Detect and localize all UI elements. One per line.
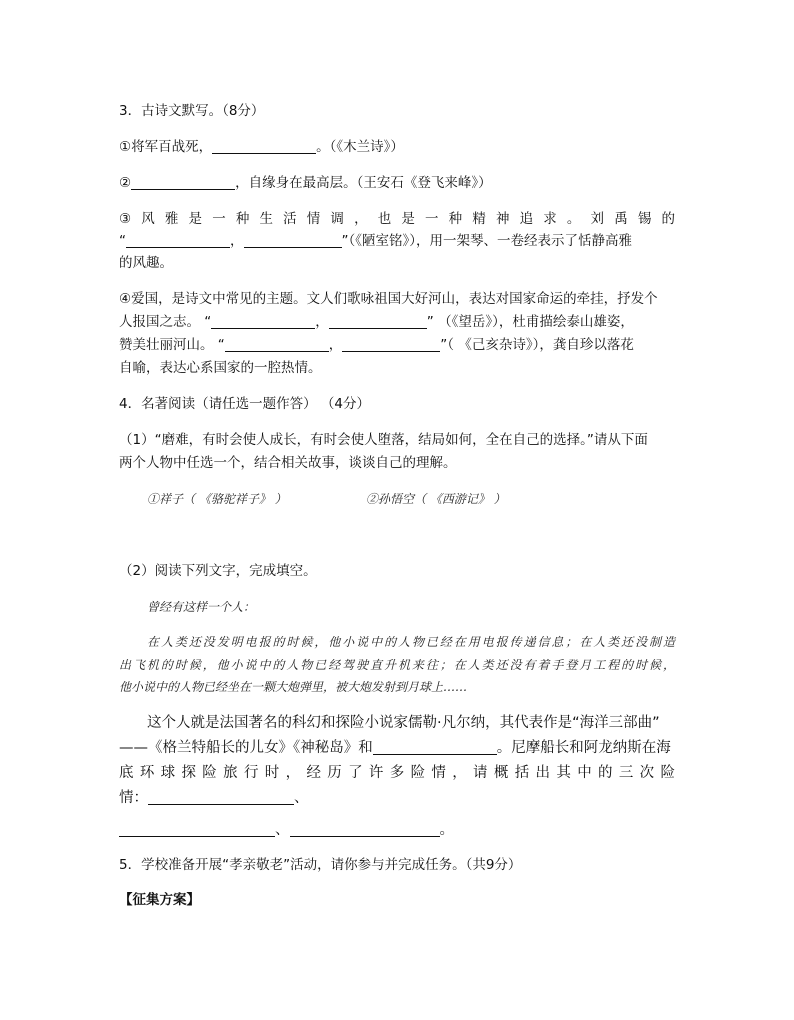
q4-body-line-2-start: ——《格兰特船长的儿女》《神秘岛》和: [119, 740, 373, 756]
q3-item-1: [119, 137, 679, 157]
answer-blank[interactable]: [329, 314, 427, 329]
q3-item-3-line-2: [119, 231, 679, 251]
q3-title: 3．古诗文默写。（8分）: [119, 103, 265, 119]
section-heading: 【征集方案】: [119, 892, 200, 908]
answer-blank[interactable]: [148, 786, 294, 805]
q3-item-4-line-1: ④爱国，是诗文中常见的主题。文人们歌咏祖国大好河山，表达对国家命运的牵挂，抒发个: [119, 291, 658, 307]
q4-body-line-3: 底环球探险旅行时，经历了许多险情，请概括出其中的三次险: [119, 765, 675, 781]
q3-item-3-line-1: ③风雅是一种生活情调，也是一种精神追求。刘禹锡的: [119, 211, 675, 227]
quote-line-1: 曾经有这样一个人：: [147, 600, 256, 614]
quote-line-3: 出飞机的时候，他小说中的人物已经驾驶直升机来往；在人类还没有着手登月工程的时候，: [119, 658, 675, 672]
comma: ，: [328, 337, 343, 353]
comma: ，: [230, 233, 244, 249]
q4-body-line-4-start: 情：: [119, 790, 148, 806]
q3-item-1-prefix: ①将军百战死，: [119, 139, 213, 155]
q3-item-2-suffix: ，自缘身在最高层。（王安石《登飞来峰》）: [235, 175, 492, 191]
q4-part-1-line-1: （1）“磨难，有时会使人成长，有时会使人堕落，结局如何，全在自己的选择。”请从下面: [119, 432, 648, 448]
q4-body-line-2-end: 。尼摩船长和阿龙纳斯在海: [496, 740, 671, 756]
answer-blank[interactable]: [126, 233, 230, 248]
comma: ，: [315, 314, 329, 330]
separator: 、: [294, 790, 309, 806]
q3-item-4-line-2: [119, 312, 679, 332]
q5-title: 5．学校准备开展“孝亲敬老”活动，请你参与并完成任务。（共9分）: [119, 857, 522, 873]
q3-item-4-line-4: 自喻，表达心系国家的一腔热情。: [119, 360, 322, 376]
answer-blank[interactable]: [342, 337, 440, 352]
answer-blank[interactable]: [290, 818, 440, 837]
q3-item-2: [119, 173, 679, 193]
q4-title: 4．名著阅读（请任选一题作答） （4分）: [119, 396, 370, 412]
q3-item-3-source: ”（《陋室铭》），用一架琴、一卷经表示了恬静高雅: [341, 233, 632, 249]
separator: 、: [275, 822, 290, 838]
q3-item-4-line-3-end: ”（ 《己亥杂诗》），龚自珍以落花: [440, 337, 634, 353]
quote-line-4: 他小说中的人物已经坐在一颗大炮弹里，被大炮发射到月球上……: [119, 680, 468, 694]
q3-item-4-line-2-start: 人报国之志。 “: [119, 314, 212, 330]
answer-blank[interactable]: [131, 175, 235, 190]
answer-blank[interactable]: [244, 233, 342, 248]
option-xiangzi[interactable]: ①祥子（ 《骆驼祥子》 ）: [147, 492, 287, 506]
q3-item-4-line-3: [119, 335, 679, 355]
q4-body-line-1: 这个人就是法国著名的科幻和探险小说家儒勒·凡尔纳，其代表作是“海洋三部曲”: [147, 715, 660, 731]
open-quote: “: [119, 233, 126, 249]
answer-blank[interactable]: [211, 314, 315, 329]
period: 。: [439, 822, 454, 838]
q4-part-1-line-2: 两个人物中任选一个，结合相关故事，谈谈自己的理解。: [119, 455, 457, 471]
answer-blank[interactable]: [119, 818, 275, 837]
quote-line-2: 在人类还没发明电报的时候，他小说中的人物已经在用电报传递信息；在人类还没制造: [147, 635, 675, 649]
q4-part-2-title: （2）阅读下列文字，完成填空。: [119, 563, 317, 579]
q3-item-1-suffix: 。（《木兰诗》）: [316, 139, 404, 155]
q4-body-line-4: [119, 785, 679, 812]
q4-body-line-2: [119, 735, 679, 762]
answer-blank[interactable]: [373, 736, 497, 755]
q3-item-4-line-3-start: 赞美壮丽河山。 “: [119, 337, 225, 353]
answer-blank[interactable]: [212, 139, 316, 154]
q3-item-3-line-3: 的风趣。: [119, 255, 173, 271]
answer-blank[interactable]: [225, 337, 329, 352]
q4-body-line-5: [119, 817, 679, 844]
q3-item-4-line-2-end: ” （《望岳》），杜甫描绘泰山雄姿，: [426, 314, 634, 330]
q3-item-2-prefix: ②: [119, 175, 132, 191]
option-sun-wukong[interactable]: ②孙悟空（ 《西游记》 ）: [366, 492, 506, 506]
